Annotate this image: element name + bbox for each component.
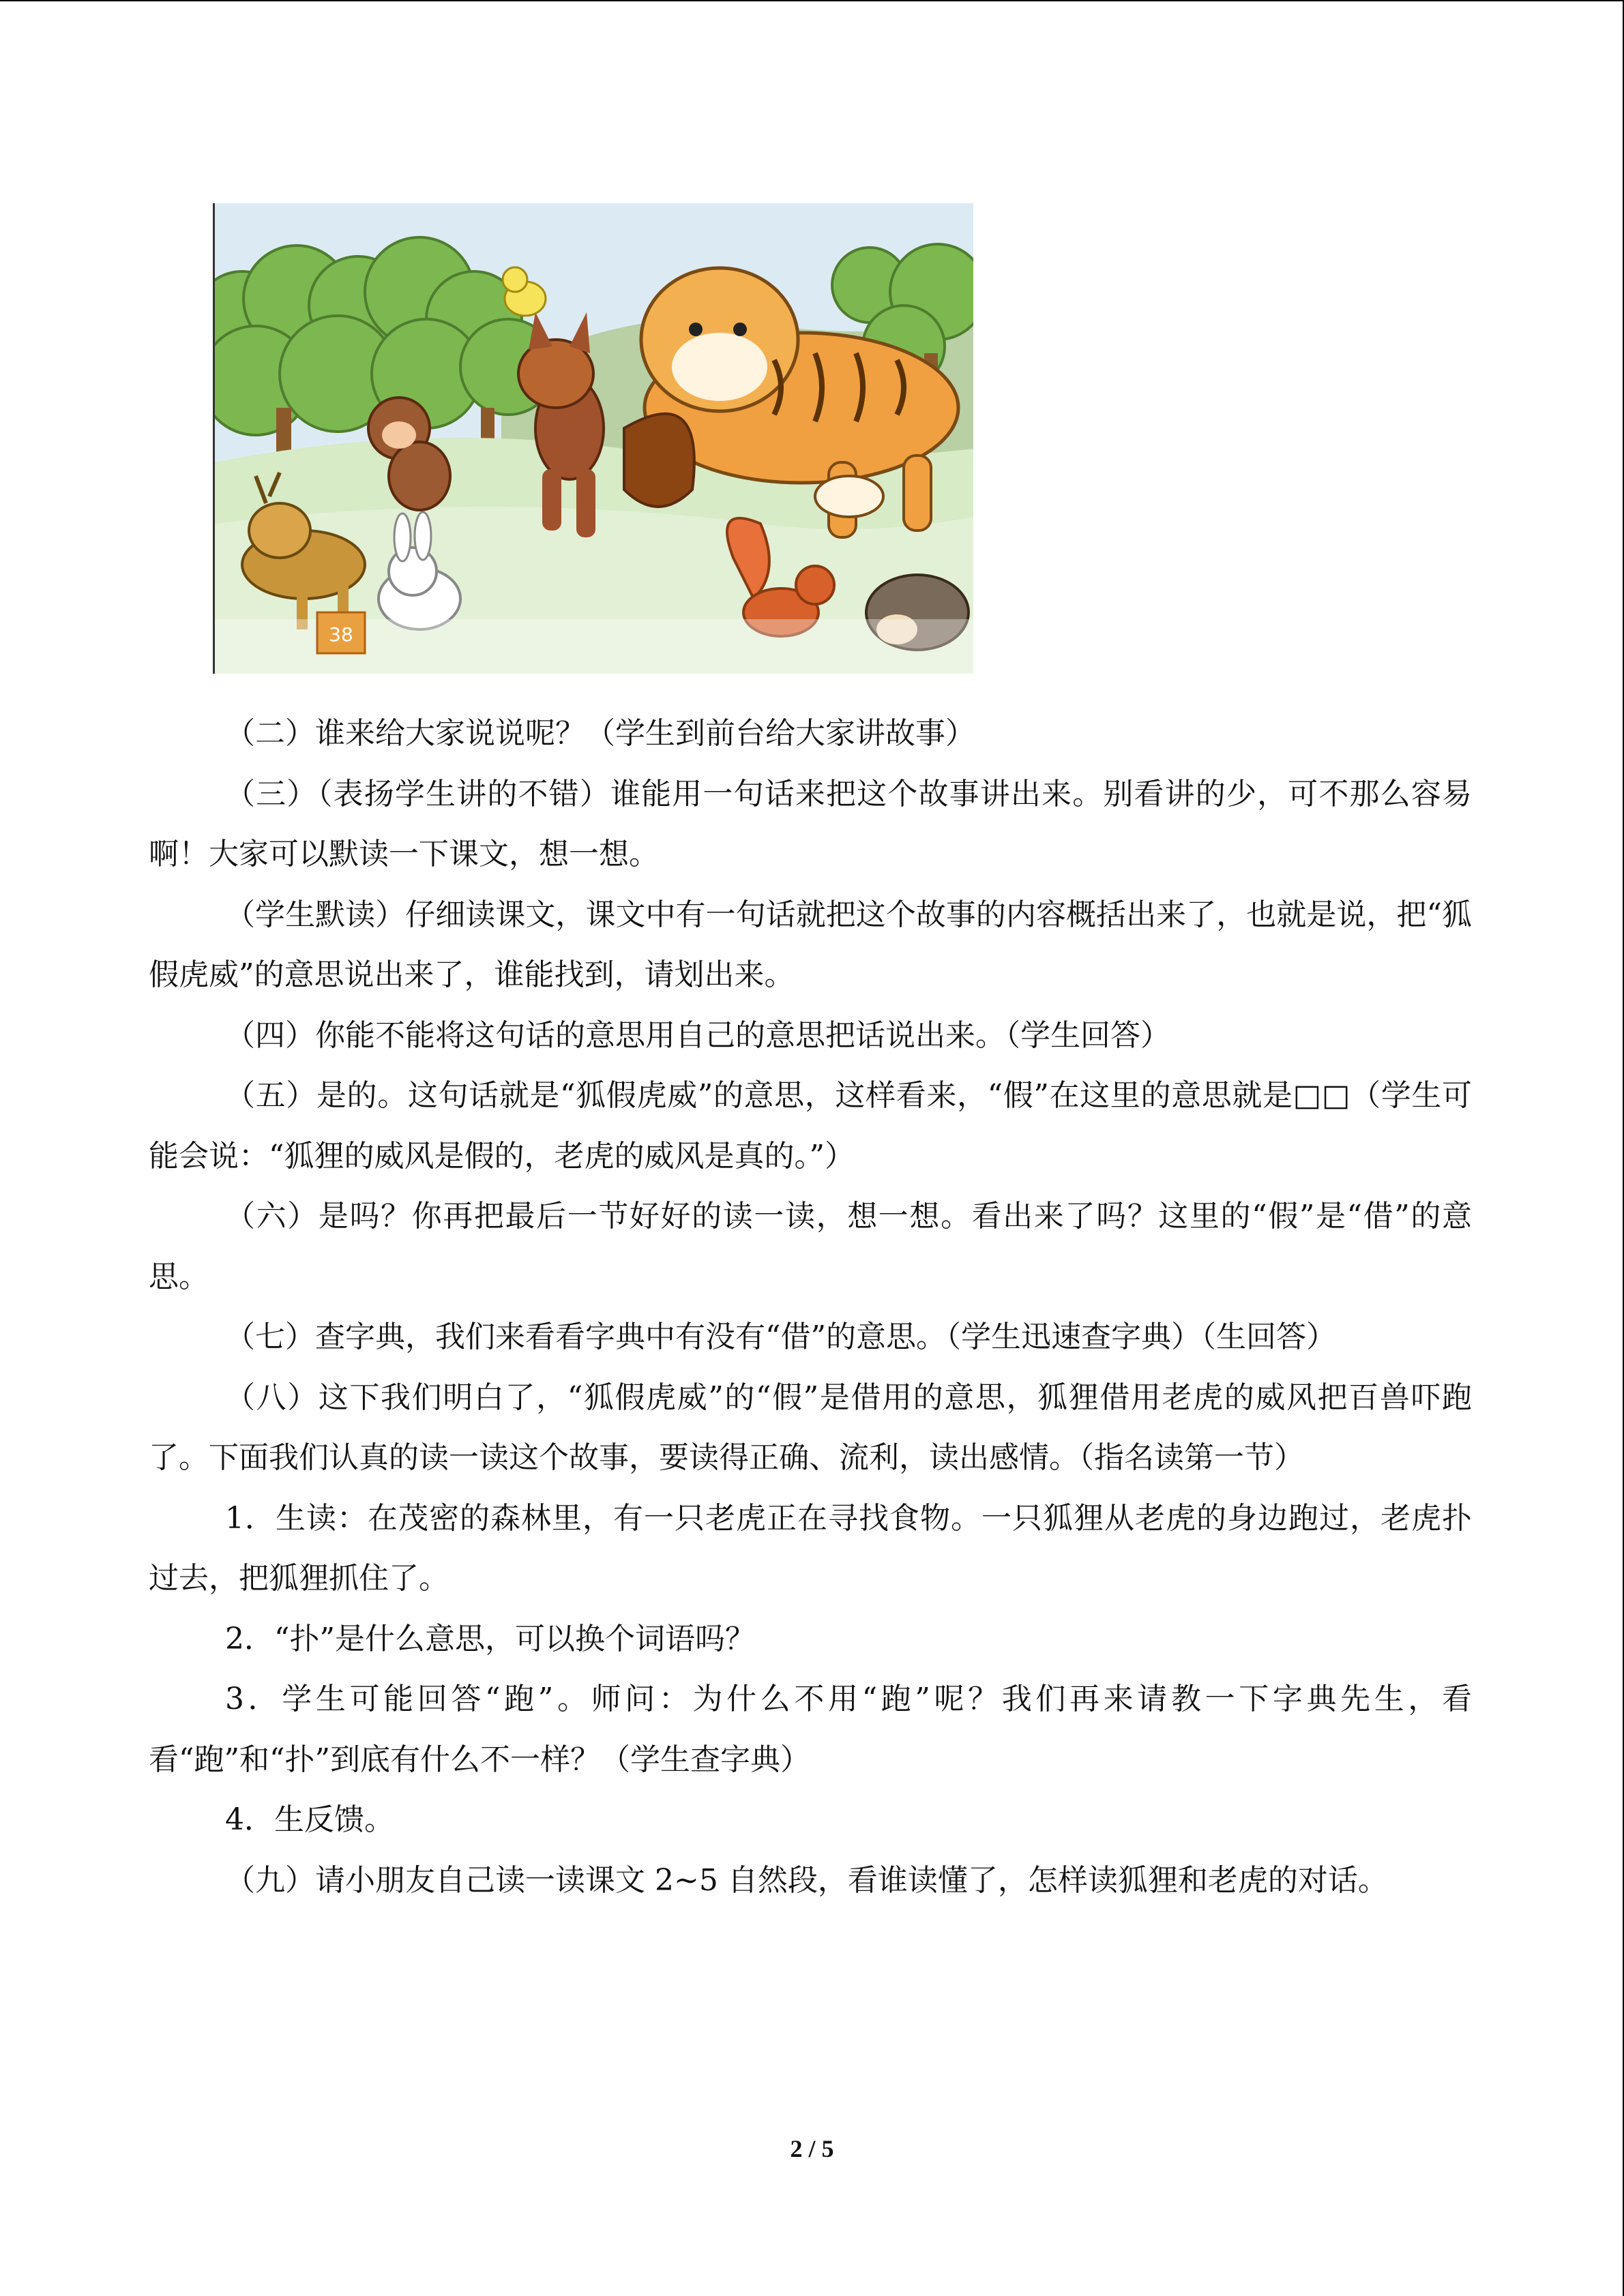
paragraph-5: （五）是的。这句话就是“狐假虎威”的意思，这样看来，“假”在这里的意思就是□□（学生可能会说：“狐狸的威风是假的，老虎的威风是真的。”） — [149, 1078, 1472, 1174]
page-number-badge — [317, 612, 365, 653]
paragraph-6: （六）是吗？你再把最后一节好好的读一读，想一想。看出来了吗？这里的“假”是“借”的意思。 — [149, 1199, 1472, 1294]
page-number-badge-text: 38 — [329, 623, 353, 646]
paragraph-11: 3．学生可能回答“跑”。师问：为什么不用“跑”呢？我们再来请教一下字典先生，看看“跑”和“扑”到底有什么不一样？（学生查字典） — [149, 1682, 1472, 1777]
paragraph-13: （九）请小朋友自己读一读课文 2~5 自然段，看谁读懂了，怎样读狐狸和老虎的对话。 — [225, 1862, 1388, 1898]
paragraph-10: 2．“扑”是什么意思，可以换个词语吗？ — [225, 1621, 755, 1656]
lesson-text — [149, 704, 1472, 1911]
paragraph-12: 4．生反馈。 — [225, 1802, 394, 1837]
paragraph-9: 1．生读：在茂密的森林里，有一只老虎正在寻找食物。一只狐狸从老虎的身边跑过，老虎扑过去，把狐狸抓住了。 — [149, 1500, 1472, 1596]
paragraph-7: （七）查字典，我们来看看字典中有没有“借”的意思。（学生迅速查字典）（生回答） — [225, 1320, 1336, 1354]
paragraph-8: （八）这下我们明白了，“狐假虎威”的“假”是借用的意思，狐狸借用老虎的威风把百兽吓跑了。下面我们认真的读一读这个故事，要读得正确、流利，读出感情。（指名读第一节） — [149, 1380, 1472, 1475]
paragraph-4: （四）你能不能将这句话的意思用自己的意思把话说出来。（学生回答） — [225, 1017, 1170, 1053]
paragraph-1: （二）谁来给大家说说呢？（学生到前台给大家讲故事） — [225, 716, 975, 751]
paragraph-3: （学生默读）仔细读课文，课文中有一句话就把这个故事的内容概括出来了，也就是说，把“狐假虎威”的意思说出来了，谁能找到，请划出来。 — [149, 897, 1472, 992]
story-illustration — [213, 203, 973, 674]
page-indicator: 2 / 5 — [790, 2135, 834, 2162]
paragraph-2: （三）（表扬学生讲的不错）谁能用一句话来把这个故事讲出来。别看讲的少，可不那么容易啊！大家可以默读一下课文，想一想。 — [149, 776, 1472, 871]
